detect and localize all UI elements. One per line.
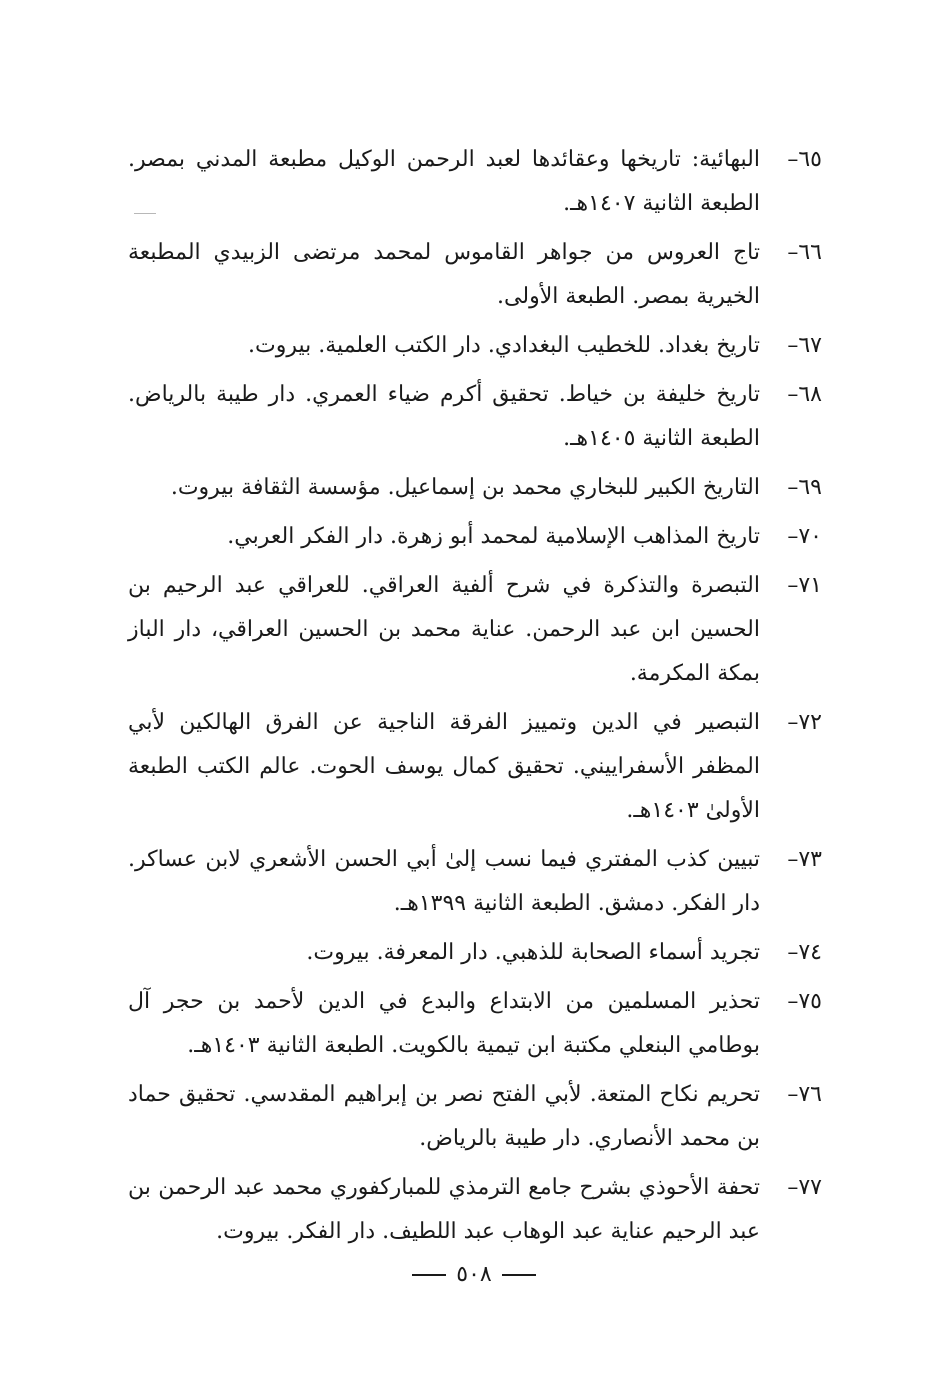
reference-item <box>128 466 822 510</box>
reference-text: تحريم نكاح المتعة. لأبي الفتح نصر بن إبراهيم المقدسي. تحقيق حماد بن محمد الأنصاري. دار طيبة بالرياض. <box>128 1082 760 1151</box>
reference-number: ٦٩– <box>787 475 822 500</box>
reference-item <box>128 515 822 559</box>
reference-number: ٧٧– <box>787 1175 822 1200</box>
reference-number: ٧١– <box>787 573 822 598</box>
footer-dash-right <box>502 1274 536 1276</box>
reference-item <box>128 324 822 368</box>
reference-text: تاج العروس من جواهر القاموس لمحمد مرتضى الزبيدي المطبعة الخيرية بمصر. الطبعة الأولى. <box>128 240 760 309</box>
reference-text: التاريخ الكبير للبخاري محمد بن إسماعيل. مؤسسة الثقافة بيروت. <box>170 475 760 500</box>
reference-number: ٦٥– <box>787 147 822 172</box>
reference-number: ٧٦– <box>787 1082 822 1107</box>
reference-text: تحفة الأحوذي بشرح جامع الترمذي للمباركفوري محمد عبد الرحمن بن عبد الرحيم عناية عبد الوهاب عبد اللطيف. دار الفكر. بيروت. <box>128 1175 760 1244</box>
reference-item <box>128 1166 822 1254</box>
reference-number: ٧٤– <box>787 940 822 965</box>
reference-text: تاريخ المذاهب الإسلامية لمحمد أبو زهرة. دار الفكر العربي. <box>227 524 760 549</box>
page-number: ٥٠٨ <box>456 1262 492 1287</box>
reference-item <box>128 701 822 833</box>
reference-text: التبصرة والتذكرة في شرح ألفية العراقي. للعراقي عبد الرحيم بن الحسين ابن عبد الرحمن. عناية محمد بن الحسين العراقي، دار الباز بمكة المكرمة. <box>128 573 760 686</box>
reference-number: ٧٢– <box>787 710 822 735</box>
reference-text: البهائية: تاريخها وعقائدها لعبد الرحمن الوكيل مطبعة المدني بمصر. الطبعة الثانية ١٤٠٧هـ. <box>128 147 760 216</box>
reference-item <box>128 1073 822 1161</box>
reference-number: ٧٠– <box>787 524 822 549</box>
reference-text: تبيين كذب المفتري فيما نسب إلىٰ أبي الحسن الأشعري لابن عساكر. دار الفكر. دمشق. الطبعة الثانية ١٣٩٩هـ. <box>128 847 760 916</box>
reference-number: ٦٧– <box>787 333 822 358</box>
bibliography-list <box>128 138 822 1259</box>
page-footer <box>0 1262 948 1287</box>
reference-item <box>128 138 822 226</box>
reference-text: تاريخ بغداد. للخطيب البغدادي. دار الكتب العلمية. بيروت. <box>248 333 760 358</box>
footer-dash-left <box>412 1274 446 1276</box>
reference-item <box>128 564 822 696</box>
reference-number: ٧٣– <box>787 847 822 872</box>
reference-number: ٧٥– <box>787 989 822 1014</box>
reference-number: ٦٨– <box>787 382 822 407</box>
reference-text: تحذير المسلمين من الابتداع والبدع في الدين لأحمد بن حجر آل بوطامي البنعلي مكتبة ابن تيمية بالكويت. الطبعة الثانية ١٤٠٣هـ. <box>128 989 760 1058</box>
reference-item <box>128 931 822 975</box>
reference-number: ٦٦– <box>787 240 822 265</box>
reference-text: تاريخ خليفة بن خياط. تحقيق أكرم ضياء العمري. دار طيبة بالرياض. الطبعة الثانية ١٤٠٥هـ. <box>128 382 760 451</box>
reference-item <box>128 231 822 319</box>
reference-text: التبصير في الدين وتمييز الفرقة الناجية عن الفرق الهالكين لأبي المظفر الأسفراييني. تحقيق كمال يوسف الحوت. عالم الكتب الطبعة الأولىٰ ١٤٠٣هـ. <box>128 710 760 823</box>
reference-item <box>128 980 822 1068</box>
reference-text: تجريد أسماء الصحابة للذهبي. دار المعرفة. بيروت. <box>306 940 760 965</box>
reference-item <box>128 373 822 461</box>
reference-item <box>128 838 822 926</box>
